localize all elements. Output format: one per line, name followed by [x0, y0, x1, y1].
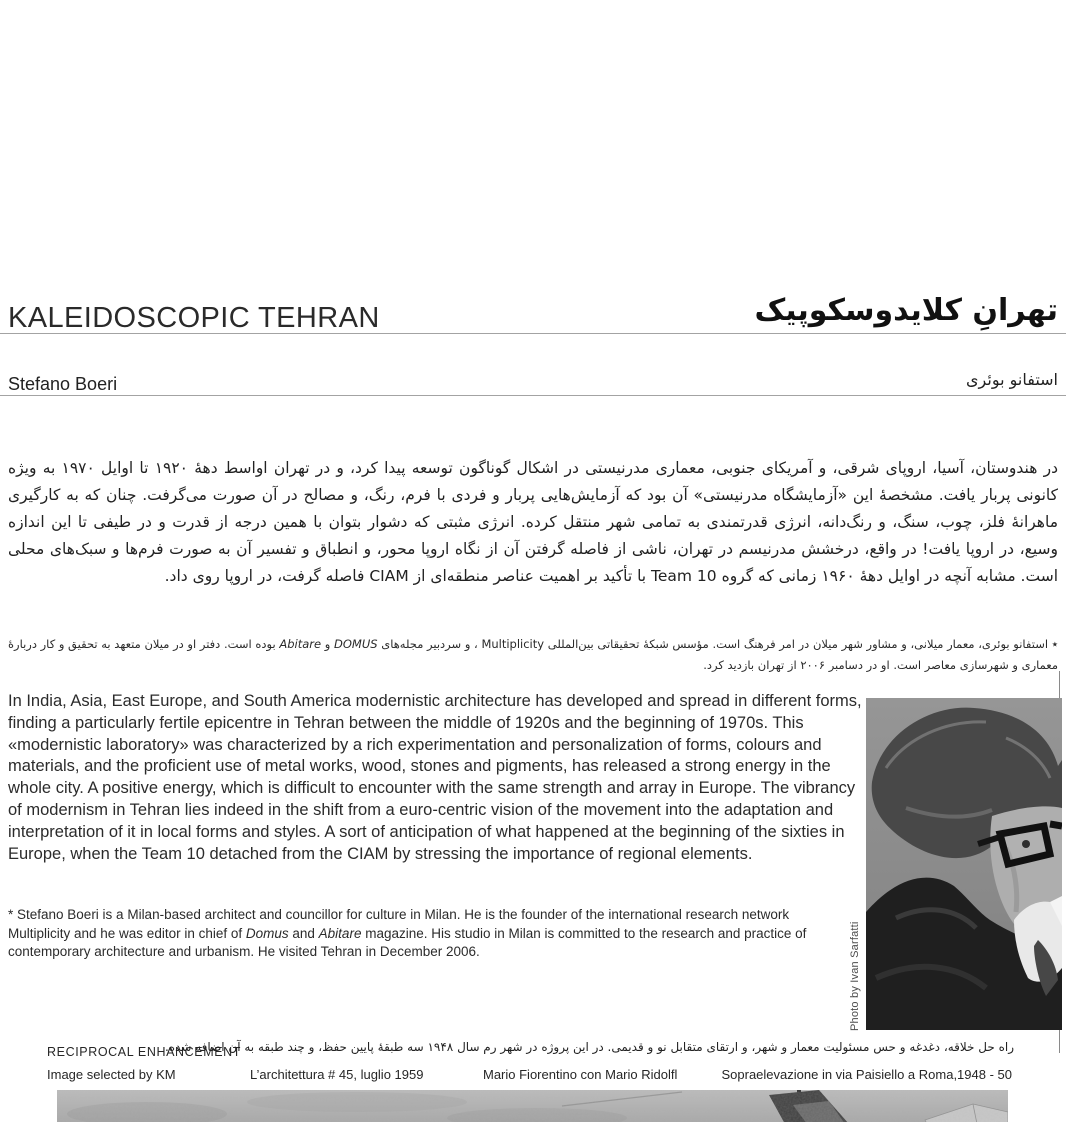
english-article-footnote: [8, 906, 854, 962]
persian-article-body: در هندوستان، آسیا، اروپای شرقی، و آمریکای جنوبی، معماری مدرنیستی در اشکال گوناگون توسعه پیدا کرد، و در تهران اواسط دهۀ ۱۹۲۰ تا اوایل ۱۹۷۰ به ویژه کانونی پربار یافت. مشخصۀ این «آزمایشگاه مدرنیستی» آن بود که آزمایش‌هایی پربار و فردی با فرم، رنگ، و مصالح در آن صورت می‌گرفت. چنان که به کارگیری ماهرانۀ فلز، چوب، سنگ، و رنگ‌دانه، انرژی قدرتمندی به تمامی شهر منتقل کرده. انرژی مثبتی که دشوار بتوان با همین درجه از قدرت و در طیفی تا این اندازه وسیع، در اروپا یافت! در واقع، درخشش مدرنیسم در تهران، ناشی از فاصله گرفتن آن از نگاه اروپا محور، و انطباق و تفسیر آن به صورت فرم‌ها و سبک‌های محلی است. مشابه آنچه در اوایل دهۀ ۱۹۶۰ زمانی که گروه Team 10 با تأکید بر اهمیت عناصر منطقه‌ای از CIAM فاصله گرفت، در اروپا روی داد.: [8, 459, 1059, 585]
author-divider: [0, 395, 1066, 396]
persian-footnote-text: ٭ استفانو بوئری، معمار میلانی، و مشاور شهر میلان در امر فرهنگ است. مؤسس شبکۀ تحقیقاتی بین‌المللی Multiplicity ، و سردبیر مجله‌های: [377, 637, 1058, 651]
english-footnote-end: magazine. His studio in Milan is committed to the research and practice of contemporary architecture and urbanism. He visited Tehran in December 2006.: [8, 925, 807, 959]
page-title-persian: تهرانِ کلایدوسکوپیک: [754, 293, 1058, 328]
bottom-photo-image: [57, 1090, 1008, 1122]
image-credit: Image selected by KM: [47, 1067, 176, 1082]
portrait-photo: [866, 698, 1062, 1030]
image-source: L’architettura # 45, luglio 1959: [250, 1067, 424, 1082]
column-rule-top: [1059, 671, 1060, 698]
page-title-english: KALEIDOSCOPIC TEHRAN: [8, 302, 380, 334]
english-footnote-and: and: [288, 925, 319, 941]
author-name-english: Stefano Boeri: [8, 374, 118, 394]
photo-credit: Photo by Ivan Sarfatti: [849, 921, 861, 1031]
architects-credit: Mario Fiorentino con Mario Ridolfl: [483, 1067, 678, 1082]
english-article-body: In India, Asia, East Europe, and South America modernistic architecture has developed and spread in different forms, finding a particularly fertile epicentre in Tehran between the middle of 1920s and the beginning of 1970s. This «modernistic laboratory» was characterized by a rich experimentation and personalization of forms, colours and materials, and the proficient use of metal works, wood, stones and pigments, has released a strong energy in the whole city. A positive energy, which is difficult to encounter with the same strength and array in Europe. The vibrancy of modernism in Tehran lies indeed in the shift from a euro-centric vision of the movement into the adaptation and interpretation of it in local forms and styles. A sort of anticipation of what happened at the beginning of the sixties in Europe, when the Team 10 detached from the CIAM by stressing the importance of regional elements.: [8, 692, 862, 863]
magazine-name-abitare-fa: Abitare: [279, 637, 322, 651]
magazine-name-abitare-en: Abitare: [318, 925, 362, 941]
magazine-name-domus-fa: DOMUS: [334, 637, 378, 651]
project-title: Sopraelevazione in via Paisiello a Roma,1948 - 50: [721, 1067, 1012, 1082]
bottom-photo: [57, 1090, 1008, 1122]
image-caption-persian: راه حل خلاقه، دغدغه و حس مسئولیت معمار و شهر، و ارتقای متقابل نو و قدیمی. در این پروژه در شهر رم سال ۱۹۴۸ سه طبقۀ پایین حفظ، و چند طبقه به آن اضافه شده.: [164, 1040, 1014, 1054]
persian-article-footnote: [8, 634, 1058, 676]
magazine-name-domus-en: Domus: [245, 925, 289, 941]
english-footnote-text: * Stefano Boeri is a Milan-based architect and councillor for culture in Milan. He is the founder of the international research network Multiplicity and he was editor in chief of: [8, 907, 790, 941]
portrait-photo-image: [866, 698, 1062, 1030]
column-rule-bottom: [1059, 1030, 1060, 1053]
section-title: RECIPROCAL ENHANCEMENT: [47, 1045, 242, 1059]
persian-footnote-and: و: [321, 637, 335, 651]
persian-footnote-end: بوده است. دفتر او در میلان متعهد به تحقیق و کار دربارۀ معماری و شهرسازی معاصر است. او در دسامبر ۲۰۰۶ از تهران بازدید کرد.: [8, 637, 1058, 672]
author-name-persian: استفانو بوئری: [966, 370, 1058, 389]
